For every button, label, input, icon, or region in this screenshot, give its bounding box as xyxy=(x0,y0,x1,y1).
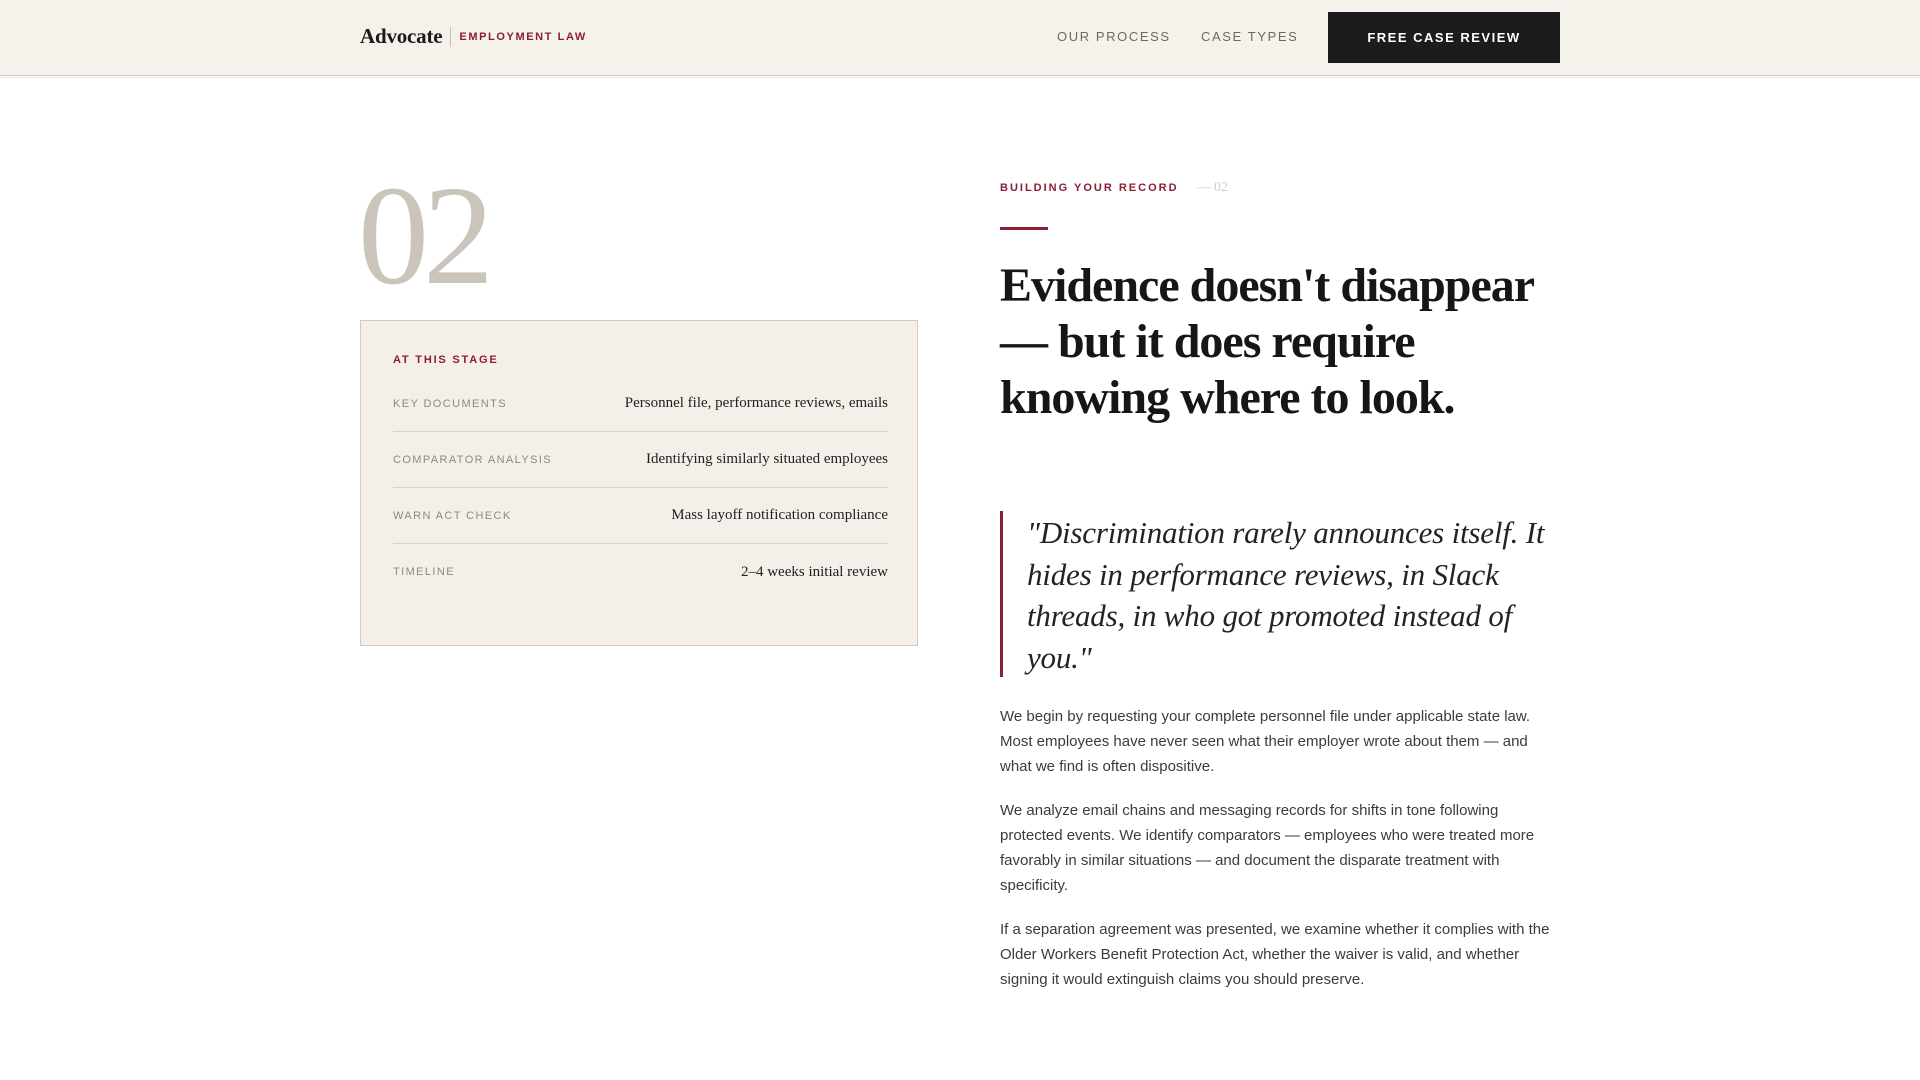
section-headline: Evidence doesn't disappear — but it does require knowing where to look. xyxy=(1000,259,1534,424)
body-paragraph: We begin by requesting your complete personnel file under applicable state law. Most employees have never seen what their employer wrote about them — and what we find is often dispositive. xyxy=(1000,708,1531,775)
nav-our-process[interactable]: OUR PROCESS xyxy=(1057,29,1171,44)
stage-row-value: Personnel file, performance reviews, emails xyxy=(624,395,888,411)
accent-divider xyxy=(1000,227,1048,230)
pull-quote-text: "Discrimination rarely announces itself. It hides in performance reviews, in Slack threads, in who got promoted instead of you." xyxy=(1027,515,1545,675)
eyebrow-label: BUILDING YOUR RECORD xyxy=(1000,182,1179,194)
brand-logo[interactable] xyxy=(360,24,587,49)
stage-details-card xyxy=(360,320,918,646)
stage-row-value: Mass layoff notification compliance xyxy=(671,507,888,523)
stage-row-key: TIMELINE xyxy=(393,566,455,578)
free-case-review-button[interactable]: FREE CASE REVIEW xyxy=(1328,12,1560,63)
brand-name: Advocate xyxy=(360,24,443,48)
section-eyebrow xyxy=(1000,180,1228,196)
site-header xyxy=(0,0,1920,76)
stage-row-comparator-analysis xyxy=(393,432,888,488)
pull-quote xyxy=(1000,511,1560,677)
brand-tagline: EMPLOYMENT LAW xyxy=(459,30,587,43)
stage-row-value: 2–4 weeks initial review xyxy=(740,563,888,580)
stage-row-key-documents xyxy=(393,376,888,432)
eyebrow-index: — 02 xyxy=(1196,180,1229,195)
brand-divider xyxy=(450,27,451,47)
stage-row-key: COMPARATOR ANALYSIS xyxy=(393,453,553,466)
stage-row-warn-act-check xyxy=(393,488,888,544)
stage-number: 02 xyxy=(358,156,488,314)
body-paragraph: If a separation agreement was presented, we examine whether it complies with the Older Workers Benefit Protection Act, whether the waiver is valid, and whether signing it would extinguish claims you should preserve. xyxy=(1000,921,1550,988)
stage-row-key: KEY DOCUMENTS xyxy=(393,397,507,410)
stage-card-title: AT THIS STAGE xyxy=(393,354,499,366)
stage-row-timeline xyxy=(393,544,888,600)
stage-row-key: WARN ACT CHECK xyxy=(393,509,512,522)
nav-case-types[interactable]: CASE TYPES xyxy=(1201,29,1299,44)
body-paragraph: We analyze email chains and messaging records for shifts in tone following protected events. We identify comparators — employees who were treated more favorably in similar situations — and document the disparate treatment with specificity. xyxy=(1000,802,1535,894)
stage-row-value: Identifying similarly situated employees xyxy=(645,451,888,467)
